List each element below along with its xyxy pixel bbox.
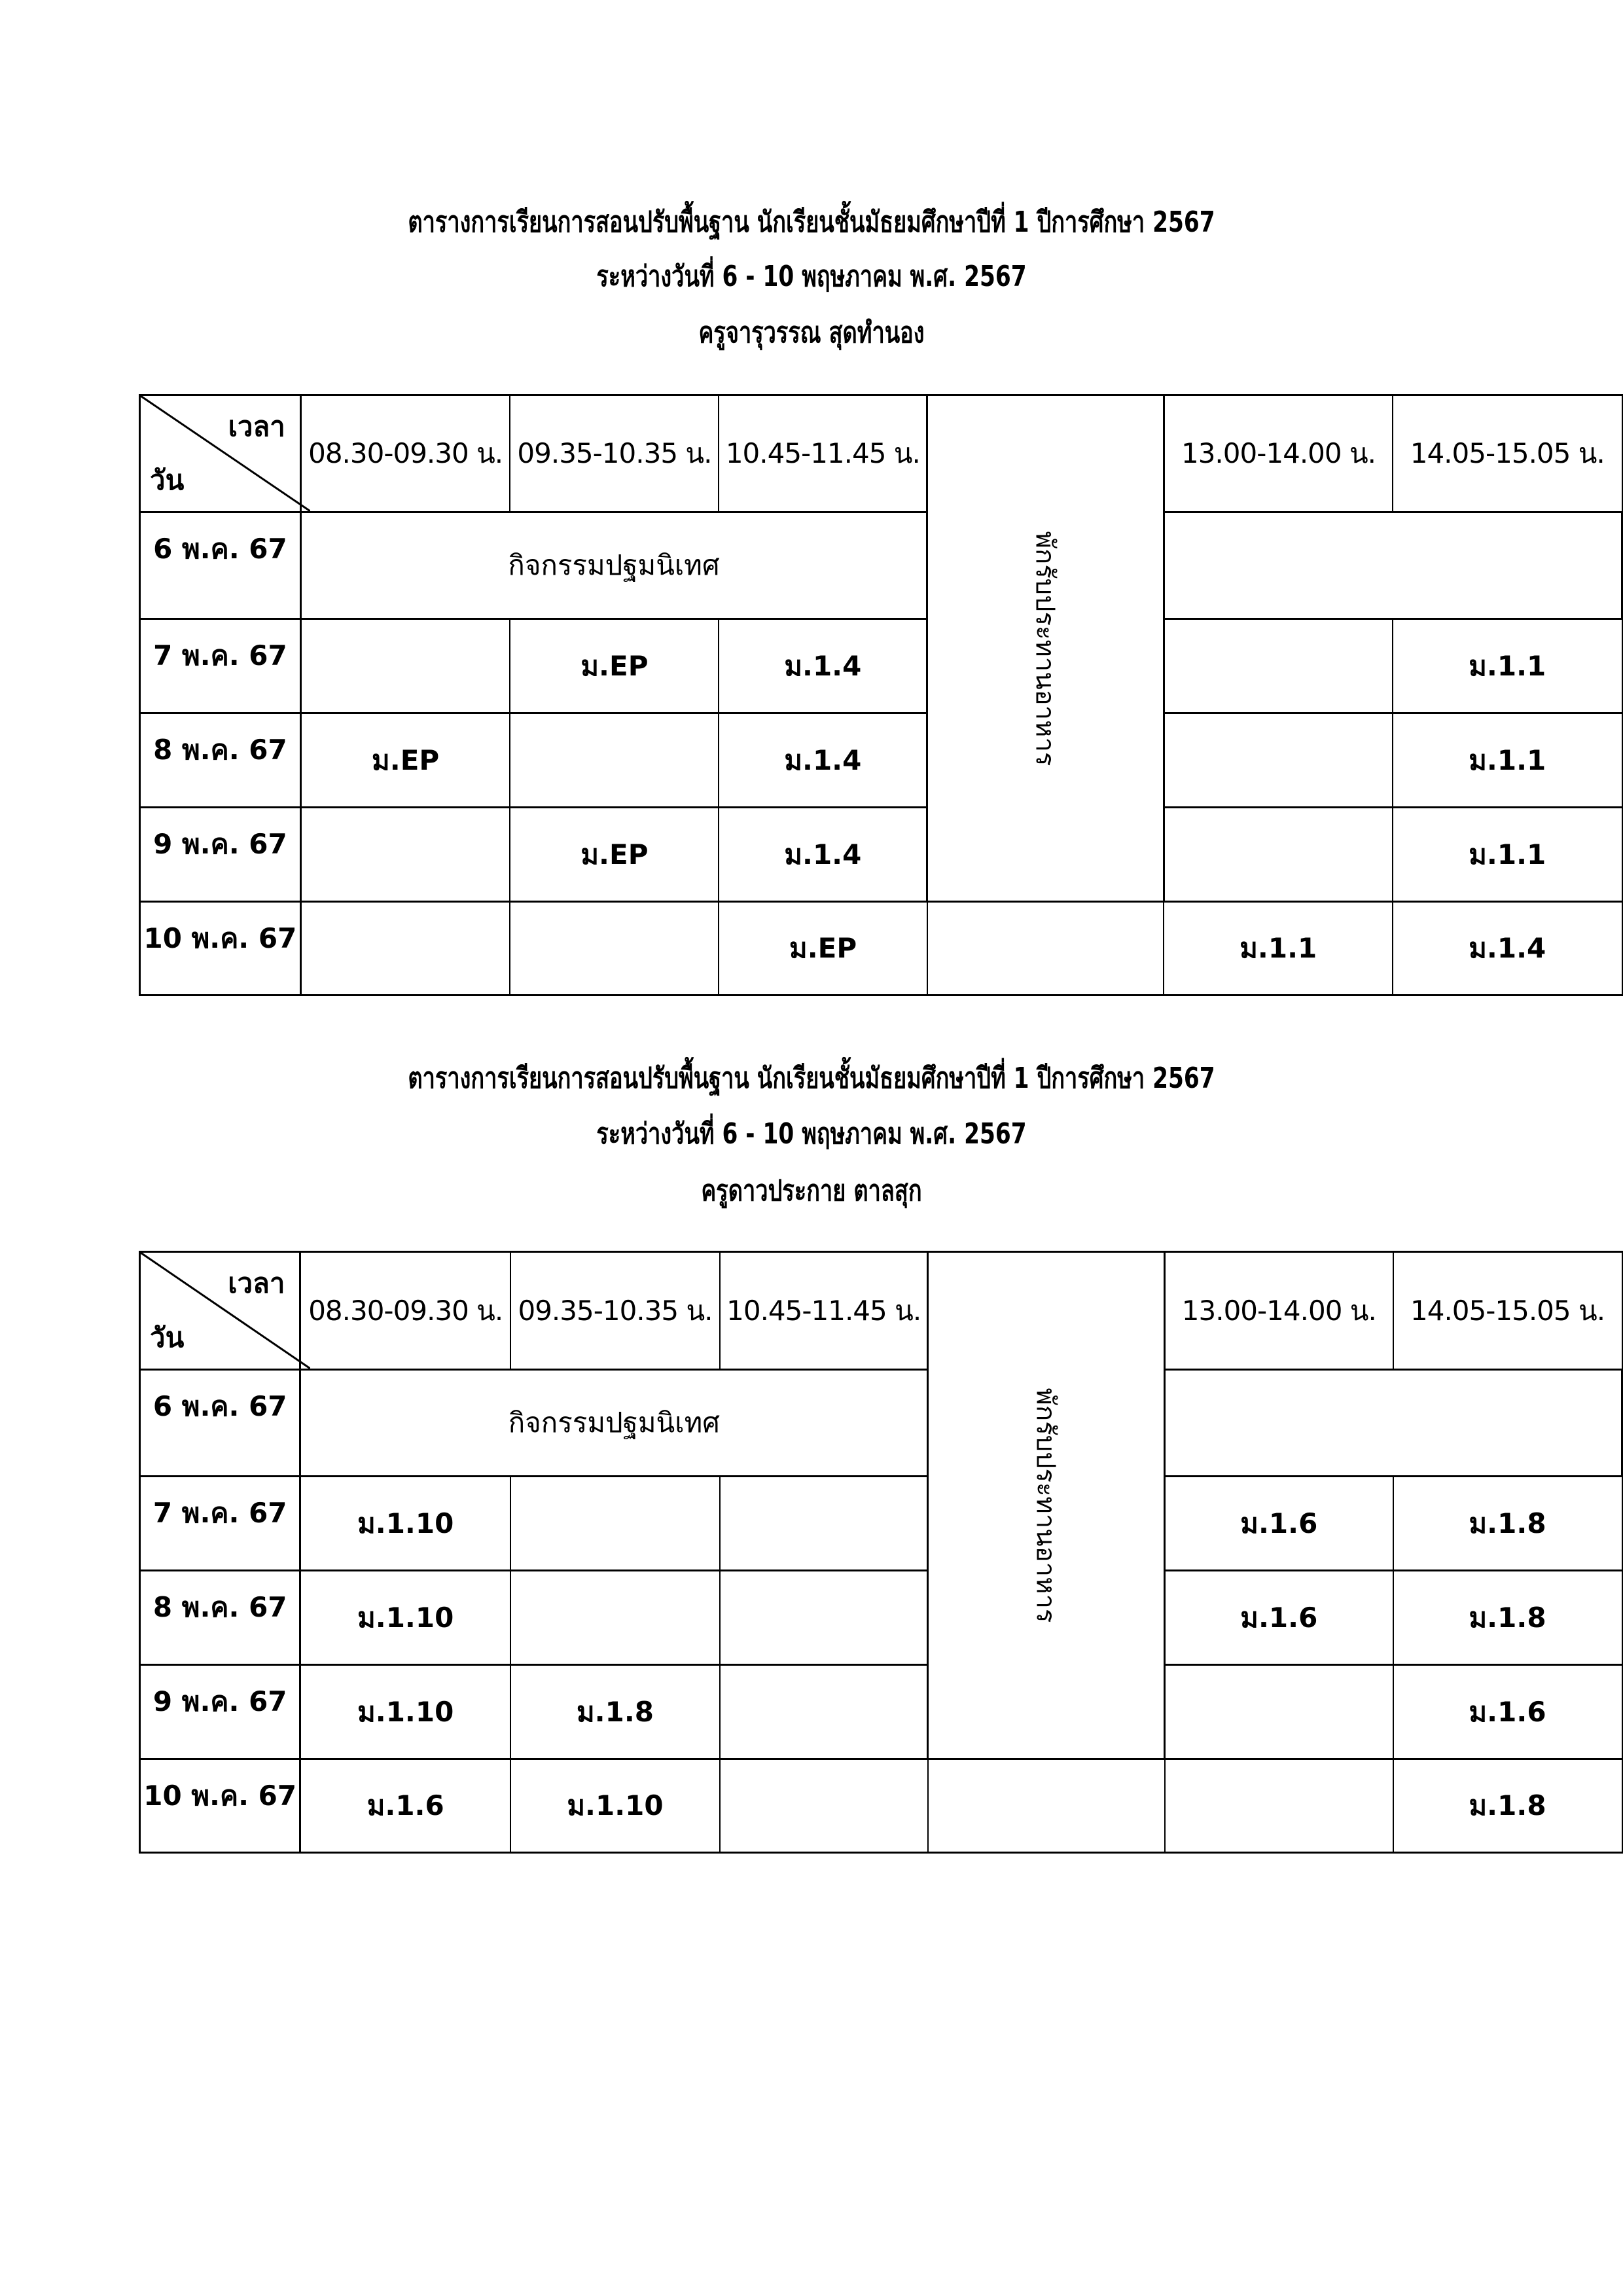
header-row — [140, 1252, 1622, 1370]
class-cell: ม.1.8 — [510, 1665, 720, 1759]
class-cell — [510, 1477, 720, 1571]
class-cell — [1165, 1665, 1393, 1759]
table-row — [140, 902, 1622, 996]
lunch-break-cell — [928, 1252, 1165, 1759]
table-row — [140, 619, 1622, 713]
period-header: 14.05-15.05 น. — [1393, 395, 1622, 512]
afternoon-cell — [1165, 1370, 1622, 1477]
class-cell: ม.1.6 — [300, 1759, 510, 1853]
table-row — [140, 1571, 1622, 1665]
day-cell: 6 พ.ค. 67 — [140, 512, 301, 619]
class-cell — [300, 619, 510, 713]
schedule-2-title: ตารางการเรียนการสอนปรับพื้นฐาน นักเรียนชั้นมัธยมศึกษาปีที่ 1 ปีการศึกษา 2567 — [408, 1062, 1215, 1095]
class-cell: ม.1.1 — [1393, 619, 1622, 713]
day-cell: 9 พ.ค. 67 — [140, 808, 301, 902]
class-cell — [510, 1571, 720, 1665]
table-row — [140, 713, 1622, 808]
class-cell — [1165, 1759, 1393, 1853]
corner-header-cell — [140, 1252, 300, 1370]
lunch-column-cell — [928, 1759, 1165, 1853]
table-row — [140, 808, 1622, 902]
class-cell — [510, 713, 719, 808]
class-cell: ม.1.8 — [1393, 1571, 1622, 1665]
day-cell: 8 พ.ค. 67 — [140, 713, 301, 808]
class-cell: ม.EP — [510, 808, 719, 902]
class-cell: ม.1.4 — [719, 619, 927, 713]
period-header: 10.45-11.45 น. — [719, 395, 927, 512]
day-label: วัน — [150, 1321, 185, 1354]
class-cell: ม.EP — [300, 713, 510, 808]
class-cell — [1164, 713, 1393, 808]
orientation-activity-cell: กิจกรรมปฐมนิเทศ — [300, 1370, 928, 1477]
class-cell: ม.1.10 — [300, 1477, 510, 1571]
class-cell: ม.1.10 — [300, 1571, 510, 1665]
class-cell: ม.1.8 — [1393, 1477, 1622, 1571]
class-cell — [300, 808, 510, 902]
class-cell: ม.1.4 — [719, 713, 927, 808]
lunch-break-cell — [927, 395, 1164, 902]
class-cell: ม.1.8 — [1393, 1759, 1622, 1853]
schedule-2-table — [139, 1251, 1623, 1854]
day-cell: 7 พ.ค. 67 — [140, 1477, 300, 1571]
orientation-activity-cell: กิจกรรมปฐมนิเทศ — [300, 512, 927, 619]
class-cell — [300, 902, 510, 996]
day-cell: 10 พ.ค. 67 — [140, 902, 301, 996]
class-cell: ม.1.1 — [1393, 713, 1622, 808]
class-cell: ม.1.6 — [1165, 1477, 1393, 1571]
afternoon-cell — [1164, 512, 1622, 619]
period-header: 13.00-14.00 น. — [1164, 395, 1393, 512]
class-cell: ม.1.4 — [1393, 902, 1622, 996]
lunch-break-label: พักรับประทานอาหาร — [1029, 531, 1060, 766]
class-cell: ม.1.10 — [300, 1665, 510, 1759]
class-cell: ม.1.10 — [510, 1759, 720, 1853]
class-cell — [720, 1477, 928, 1571]
class-cell: ม.EP — [719, 902, 927, 996]
day-cell: 10 พ.ค. 67 — [140, 1759, 300, 1853]
header-row — [140, 395, 1622, 512]
day-label: วัน — [150, 464, 185, 496]
table-row — [140, 1477, 1622, 1571]
period-header: 13.00-14.00 น. — [1165, 1252, 1393, 1370]
class-cell — [1164, 619, 1393, 713]
day-cell: 7 พ.ค. 67 — [140, 619, 301, 713]
class-cell: ม.1.1 — [1164, 902, 1393, 996]
table-row — [140, 512, 1622, 619]
schedule-1-table — [139, 394, 1623, 996]
period-header: 09.35-10.35 น. — [510, 395, 719, 512]
schedule-1-teacher: ครูจารุวรรณ สุดทำนอง — [698, 316, 925, 350]
period-header: 09.35-10.35 น. — [510, 1252, 720, 1370]
schedule-1-date-range: ระหว่างวันที่ 6 - 10 พฤษภาคม พ.ศ. 2567 — [596, 260, 1027, 293]
time-label: เวลา — [228, 410, 285, 442]
class-cell — [510, 902, 719, 996]
time-label: เวลา — [228, 1267, 285, 1299]
lunch-column-cell — [927, 902, 1164, 996]
class-cell — [720, 1571, 928, 1665]
class-cell: ม.1.6 — [1393, 1665, 1622, 1759]
period-header: 10.45-11.45 น. — [720, 1252, 928, 1370]
schedule-2-date-range: ระหว่างวันที่ 6 - 10 พฤษภาคม พ.ศ. 2567 — [596, 1117, 1027, 1151]
day-cell: 8 พ.ค. 67 — [140, 1571, 300, 1665]
day-cell: 6 พ.ค. 67 — [140, 1370, 300, 1477]
table-row — [140, 1370, 1622, 1477]
table-row — [140, 1759, 1622, 1853]
lunch-break-label: พักรับประทานอาหาร — [1030, 1388, 1061, 1623]
period-header: 08.30-09.30 น. — [300, 395, 510, 512]
class-cell — [720, 1759, 928, 1853]
period-header: 14.05-15.05 น. — [1393, 1252, 1622, 1370]
schedule-2-teacher: ครูดาวประกาย ตาลสุก — [701, 1174, 922, 1208]
class-cell: ม.1.6 — [1165, 1571, 1393, 1665]
day-cell: 9 พ.ค. 67 — [140, 1665, 300, 1759]
class-cell — [720, 1665, 928, 1759]
corner-header-cell — [140, 395, 301, 512]
table-row — [140, 1665, 1622, 1759]
period-header: 08.30-09.30 น. — [300, 1252, 510, 1370]
class-cell: ม.EP — [510, 619, 719, 713]
schedule-1-title: ตารางการเรียนการสอนปรับพื้นฐาน นักเรียนชั้นมัธยมศึกษาปีที่ 1 ปีการศึกษา 2567 — [408, 206, 1215, 239]
class-cell — [1164, 808, 1393, 902]
class-cell: ม.1.4 — [719, 808, 927, 902]
class-cell: ม.1.1 — [1393, 808, 1622, 902]
